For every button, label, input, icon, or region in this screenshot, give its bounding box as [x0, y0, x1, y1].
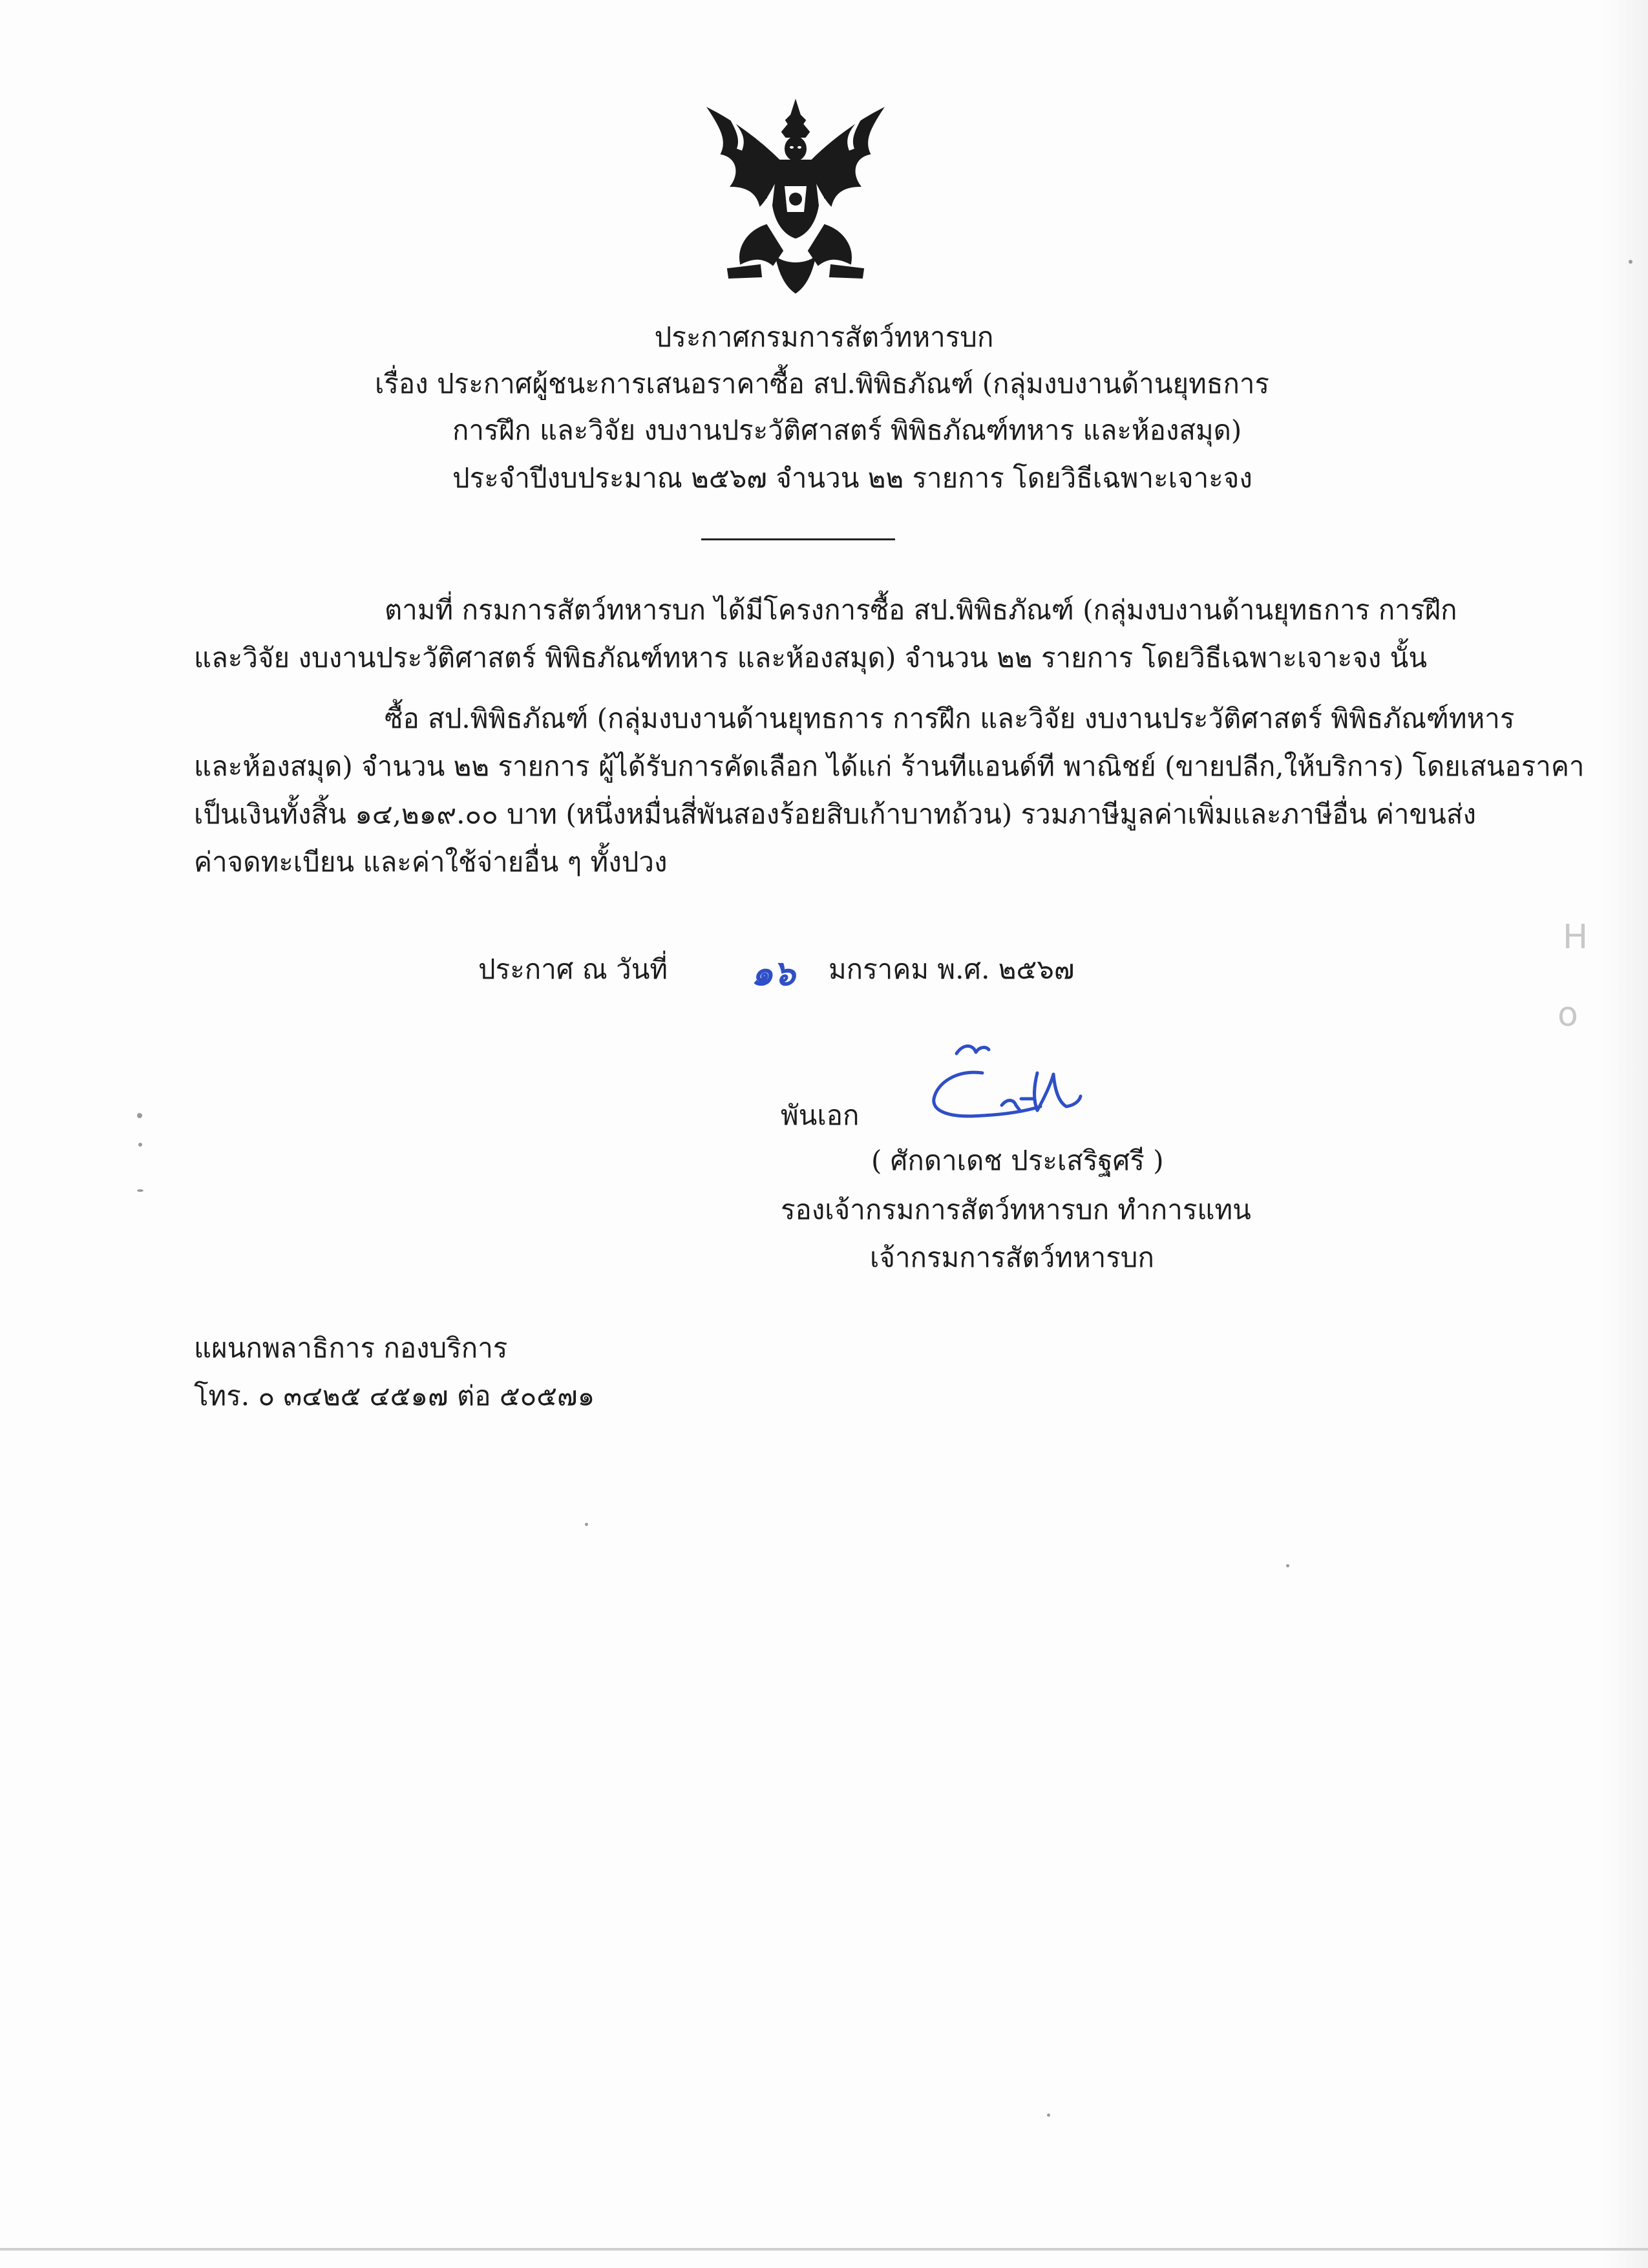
- scan-speck: [137, 1113, 142, 1118]
- office-phone: โทร. ๐ ๓๔๒๕ ๔๕๑๗ ต่อ ๕๐๕๗๑: [194, 1380, 595, 1412]
- scan-bottom-edge: [0, 2248, 1648, 2251]
- scan-speck: [1286, 1564, 1289, 1567]
- scan-speck: [137, 1189, 143, 1192]
- paragraph-1-line-1: ตามที่ กรมการสัตว์ทหารบก ได้มีโครงการซื้อ สป.พิพิธภัณฑ์ (กลุ่มงบงานด้านยุทธการ การฝึก: [385, 594, 1457, 626]
- paragraph-2-line-1: ซื้อ สป.พิพิธภัณฑ์ (กลุ่มงบงานด้านยุทธการ การฝึก และวิจัย งบงานประวัติศาสตร์ พิพิธภัณฑ์ทหาร: [385, 703, 1515, 734]
- subject-line-2: การฝึก และวิจัย งบงานประวัติศาสตร์ พิพิธภัณฑ์ทหาร และห้องสมุด): [452, 414, 1242, 446]
- subject-line-1: เรื่อง ประกาศผู้ชนะการเสนอราคาซื้อ สป.พิพิธภัณฑ์ (กลุ่มงบงานด้านยุทธการ: [375, 368, 1270, 399]
- heading-divider: [701, 538, 895, 540]
- signer-name: ( ศักดาเดช ประเสริฐศรี ): [871, 1145, 1164, 1176]
- signature-icon: [905, 1034, 1099, 1138]
- signer-title-line-2: เจ้ากรมการสัตว์ทหารบก: [870, 1242, 1154, 1273]
- paragraph-1-line-2: และวิจัย งบงานประวัติศาสตร์ พิพิธภัณฑ์ทหาร และห้องสมุด) จำนวน ๒๒ รายการ โดยวิธีเฉพาะเจาะจง นั้น: [194, 642, 1428, 673]
- handwritten-day: ๑๖: [751, 953, 796, 993]
- announcement-heading: ประกาศกรมการสัตว์ทหารบก: [654, 321, 994, 353]
- signer-title-line-1: รองเจ้ากรมการสัตว์ทหารบก ทำการแทน: [781, 1194, 1251, 1225]
- scan-speck: [585, 1523, 588, 1526]
- scan-speck: [1629, 260, 1632, 264]
- signer-rank: พันเอก: [781, 1099, 860, 1131]
- faint-margin-mark: H: [1563, 918, 1589, 957]
- faint-margin-mark: o: [1558, 995, 1578, 1034]
- paragraph-2-line-3: เป็นเงินทั้งสิ้น ๑๔,๒๑๙.๐๐ บาท (หนึ่งหมื่นสี่พันสองร้อยสิบเก้าบาทถ้วน) รวมภาษีมูลค่าเพิ่มและภาษีอื่น ค่าขนส่ง: [194, 798, 1477, 830]
- announcement-date-suffix: มกราคม พ.ศ. ๒๕๖๗: [829, 953, 1075, 985]
- office-name: แผนกพลาธิการ กองบริการ: [194, 1332, 508, 1364]
- garuda-emblem-icon: [702, 96, 889, 296]
- scan-speck: [138, 1143, 142, 1147]
- scan-speck: [1047, 2114, 1050, 2117]
- paragraph-2-line-2: และห้องสมุด) จำนวน ๒๒ รายการ ผู้ได้รับการคัดเลือก ได้แก่ ร้านทีแอนด์ที พาณิชย์ (ขายปลีก,ให้บริการ) โดยเสนอราคา: [194, 750, 1585, 782]
- announcement-date-prefix: ประกาศ ณ วันที่: [478, 953, 668, 985]
- paragraph-2-line-4: ค่าจดทะเบียน และค่าใช้จ่ายอื่น ๆ ทั้งปวง: [194, 846, 668, 878]
- subject-line-3: ประจำปีงบประมาณ ๒๕๖๗ จำนวน ๒๒ รายการ โดยวิธีเฉพาะเจาะจง: [452, 462, 1252, 494]
